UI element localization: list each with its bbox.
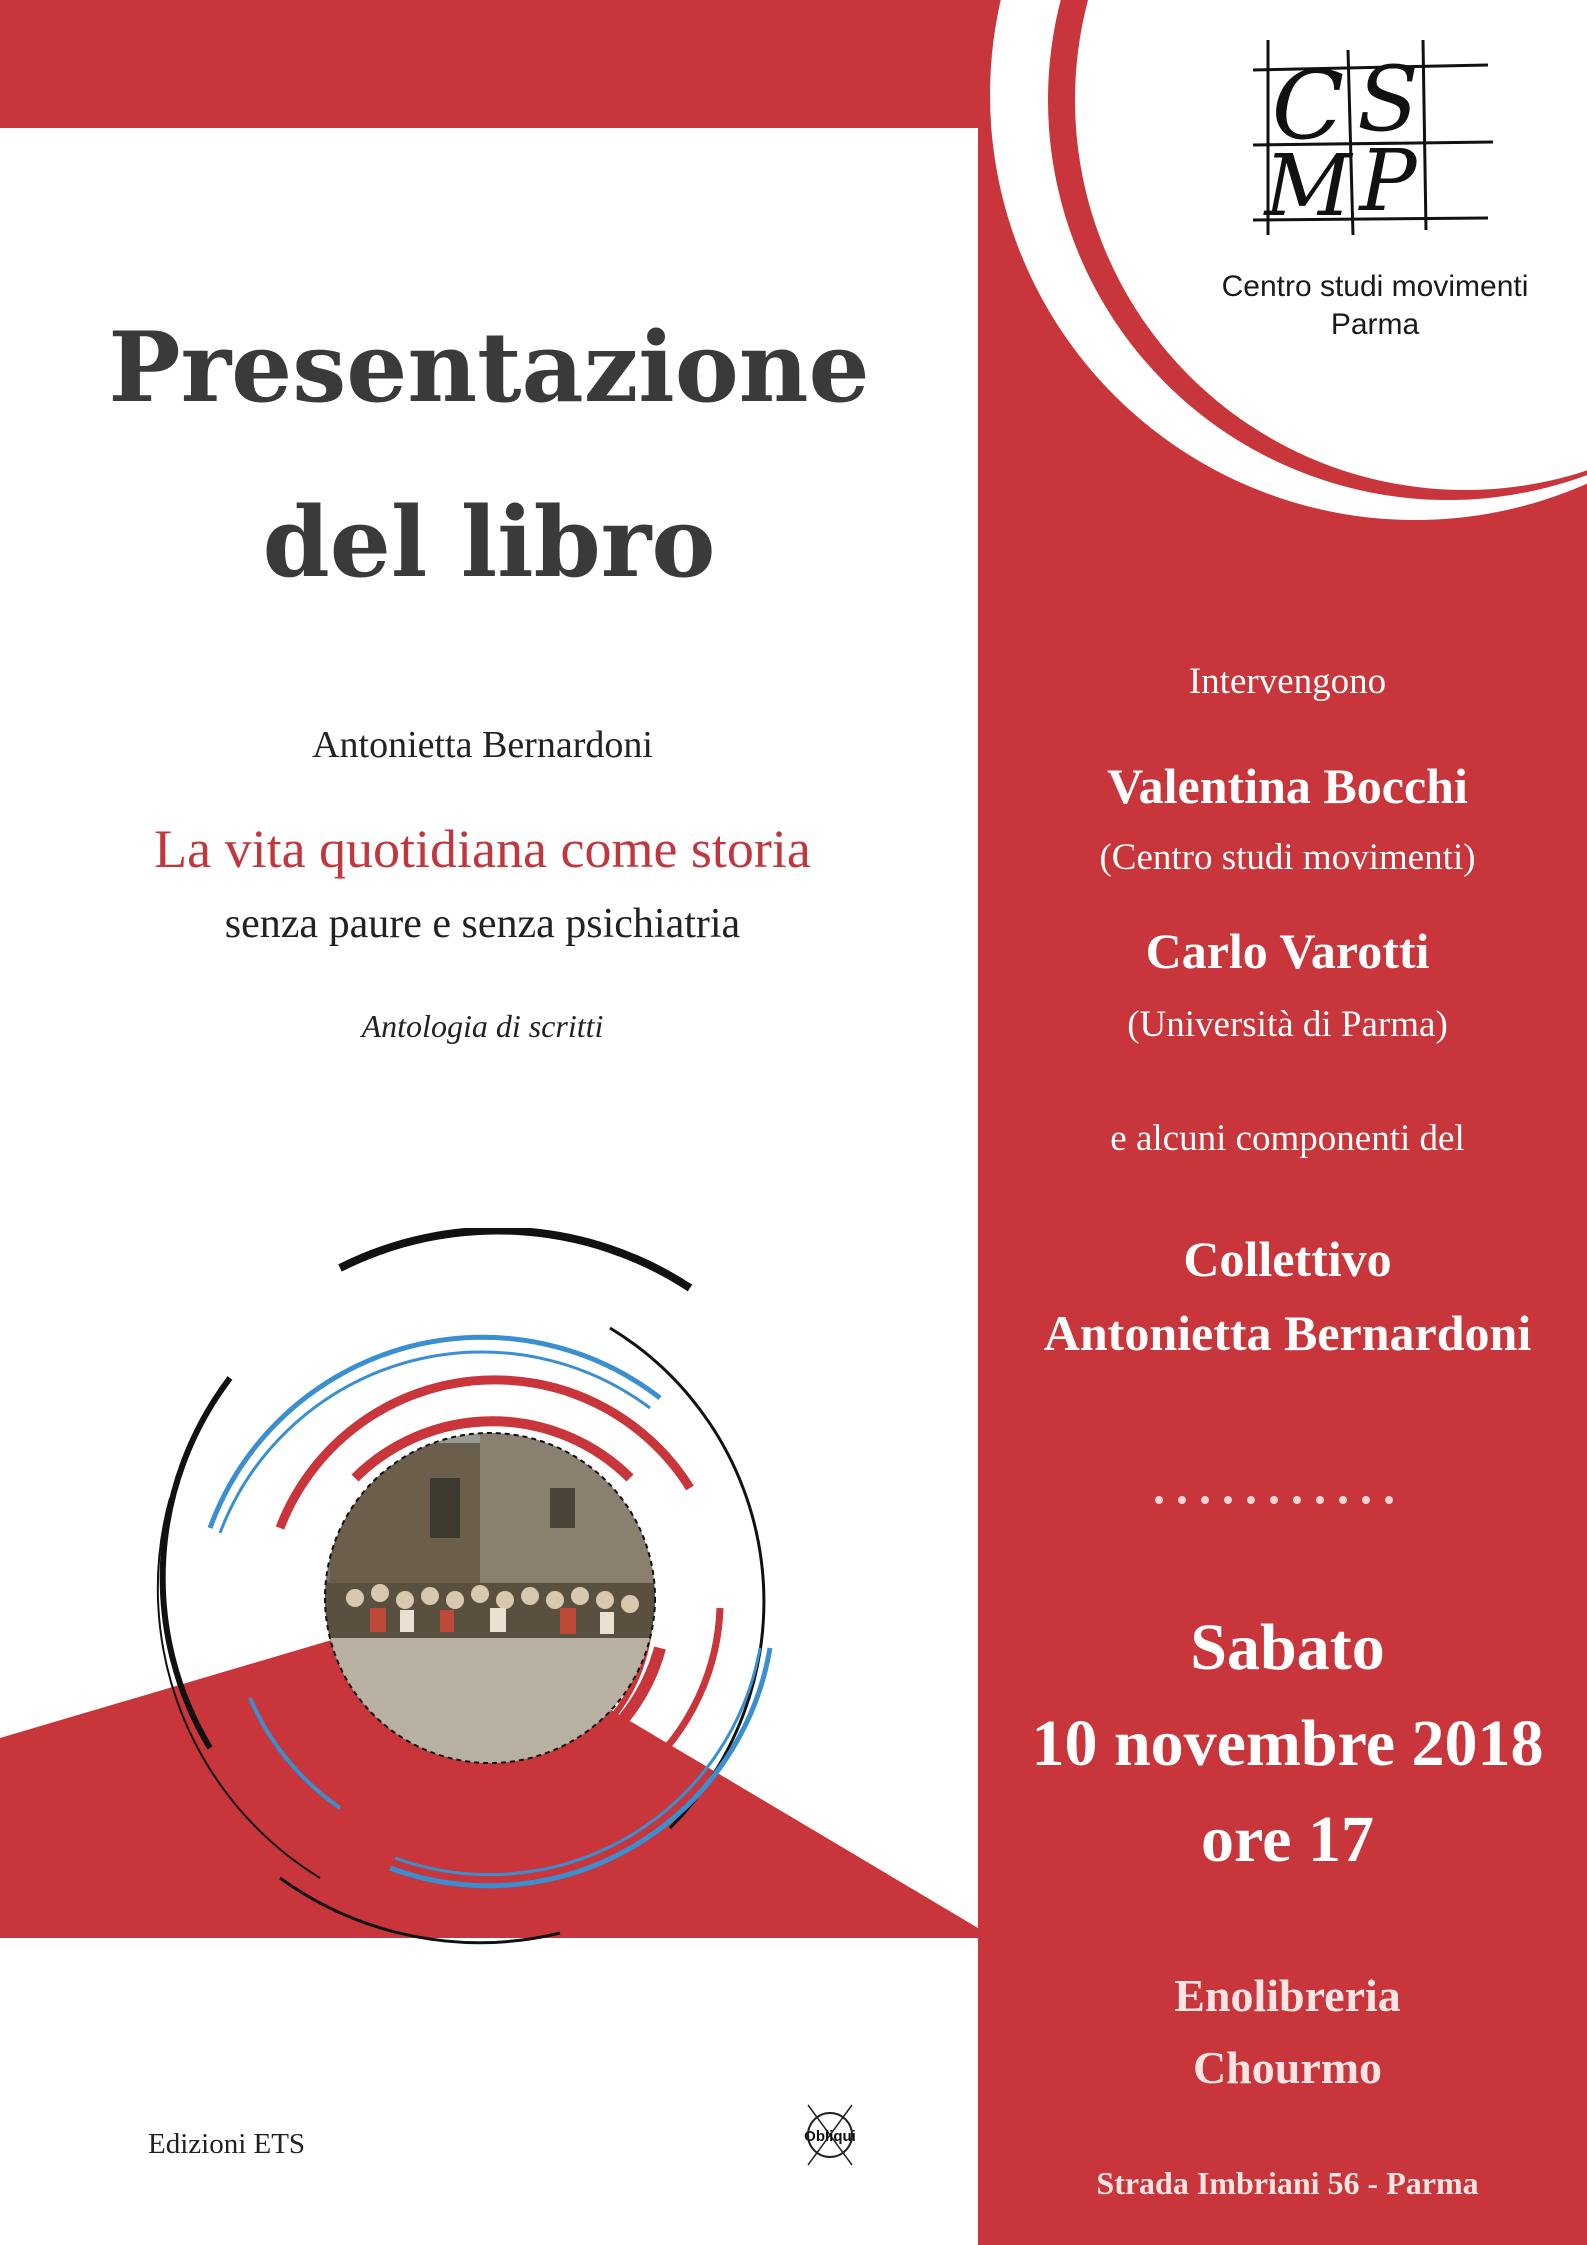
speaker-2-name: Carlo Varotti [1145,923,1430,979]
collective-line2: Antonietta Bernardoni [1043,1305,1532,1361]
book-title: La vita quotidiana come storia [154,819,811,879]
dotted-divider [1153,1490,1413,1510]
cover-title-line2: del libro [262,486,716,599]
book-subtitle: senza paure e senza psichiatria [224,901,741,947]
event-address: Strada Imbriani 56 - Parma [1096,2165,1479,2201]
event-date: 10 novembre 2018 [1031,1707,1544,1780]
book-anthology-label: Antologia di scritti [361,1008,604,1044]
logo-caption-line2: Parma [1330,308,1420,341]
event-time: ore 17 [1201,1803,1374,1876]
speaker-1-name: Valentina Bocchi [1107,758,1468,814]
concentric-rings-graphic [130,1228,850,1948]
logo-caption [1200,268,1550,344]
venue-line1: Enolibreria [1174,1970,1401,2021]
speakers-intro: Intervengono [1188,661,1387,702]
event-day: Sabato [1190,1611,1385,1684]
logo-letter-m: M [1264,137,1352,236]
collective-line1: Collettivo [1183,1231,1392,1287]
event-datetime [988,1600,1587,1888]
speaker-2-affiliation: (Università di Parma) [1127,1004,1448,1045]
publisher: Edizioni ETS [148,2128,306,2160]
logo-letter-s: S [1357,47,1419,152]
event-venue [988,1960,1587,2104]
obliqui-series-logo-icon [790,2093,870,2173]
book-author: Antonietta Bernardoni [312,724,653,766]
csmp-logo-icon [1248,30,1498,260]
logo-letter-p: P [1359,132,1417,231]
obliqui-logo-text: Obliqui [804,2128,856,2145]
logo-caption-line1: Centro studi movimenti [1221,270,1529,303]
members-intro: e alcuni componenti del [1110,1118,1465,1159]
venue-line2: Chourmo [1192,2042,1383,2093]
speaker-1-affiliation: (Centro studi movimenti) [1099,837,1476,878]
collective-name [988,1222,1587,1370]
logo-letter-c: C [1271,51,1345,161]
book-cover [0,128,978,2245]
cover-title-line1: Presentazione [108,311,870,424]
